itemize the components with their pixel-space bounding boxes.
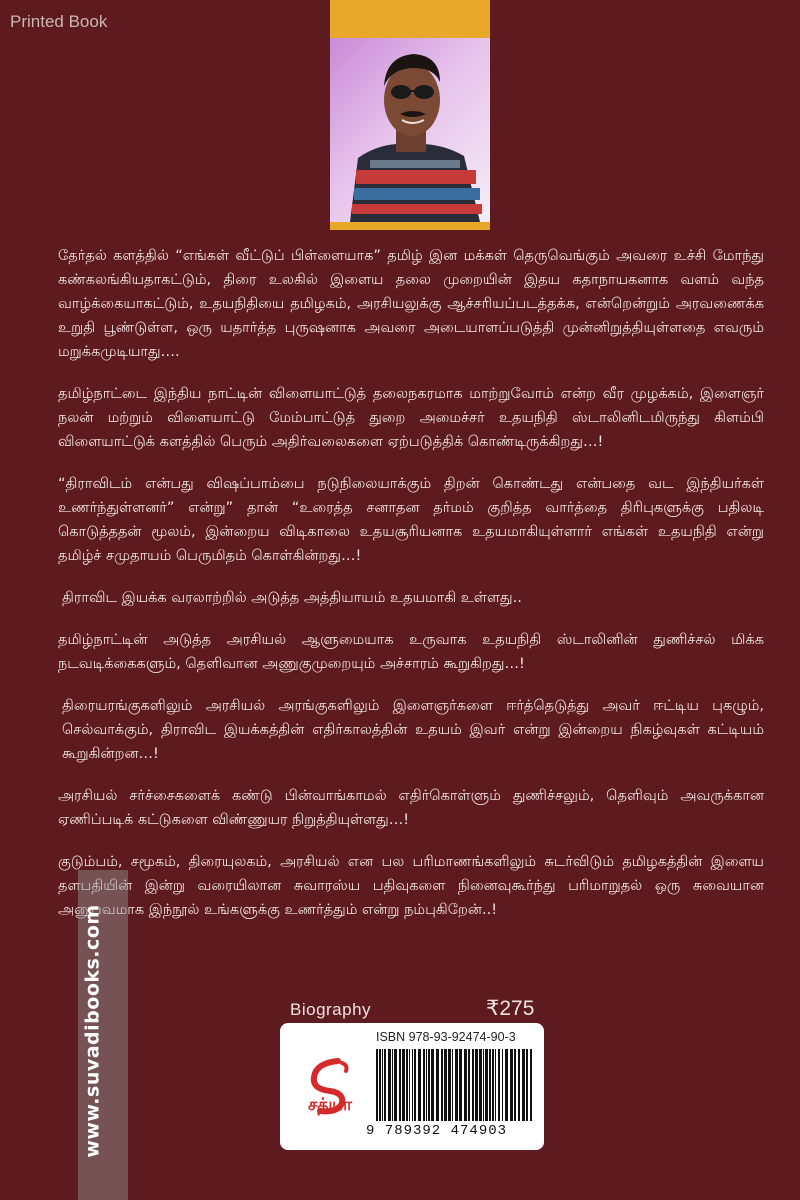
paragraph: தமிழ்நாட்டை இந்திய நாட்டின் விளையாட்டுத் தலைநகரமாக மாற்றுவோம் என்ற வீர முழக்கம், இளைஞர் நலன் மற்றும் விளையாட்டு மேம்பாட்டுத் துறை அமைச்சர் உதயநிதி ஸ்டாலினிடமிருந்து கிளம்பி விளையாட்டுக் களத்தில் பெரும் அதிர்வலைகளை ஏற்படுத்திக் கொண்டிருக்கிறது…! xyxy=(58,386,764,450)
publisher-logo-icon xyxy=(292,1055,372,1133)
paragraph: தேர்தல் களத்தில் “எங்கள் வீட்டுப் பிள்ளையாக” தமிழ் இன மக்கள் தெருவெங்கும் அவரை உச்சி மோந்து கண்கலங்கியதாகட்டும், திரை உலகில் இளைய தலை முறையின் இதய கதாநாயகனாக வளம் வந்த வாழ்க்கையாகட்டும், உதயநிதியை தமிழகம், அரசியலுக்கு ஆச்சரியப்படத்தக்க, என்றென்றும் அரவணைக்க உறுதி பூண்டுள்ள, ஒரு யதார்த்த புருஷனாக அவரை அடையாளப்படுத்தி முன்னிறுத்தியுள்ளதை எவரும் மறுக்கமுடியாது…. xyxy=(58,248,764,360)
barcode-panel xyxy=(280,1023,544,1150)
paragraph: “திராவிடம் என்பது விஷப்பாம்பை நடுநிலையாக்கும் திறன் கொண்டது என்பதை வட இந்தியர்கள் உணர்ந்துள்ளனர்” என்று” தான் “உரைத்த சனாதன தர்மம் குறித்த வார்த்தை திரிபுகளுக்கு பதிலடி கொடுத்ததன் மூலம், இன்றைய விடிகாலை உதயசூரியனாக உதயமாகியுள்ளார் எங்கள் உதயநிதி என்று தமிழ்ச் சமுதாயம் பெருமிதம் கொள்கின்றது…! xyxy=(58,476,764,564)
paragraph: தமிழ்நாட்டின் அடுத்த அரசியல் ஆளுமையாக உருவாக உதயநிதி ஸ்டாலினின் துணிச்சல் மிக்க நடவடிக்கைகளும், தெளிவான அணுகுமுறையும் அச்சாரம் கூறுகிறது…! xyxy=(58,632,764,672)
blurb-text xyxy=(58,244,764,940)
watermark-text: www.suvadibooks.com xyxy=(81,904,104,1158)
publisher-name: சத்யா xyxy=(308,1095,352,1115)
watermark xyxy=(78,870,128,1200)
printed-book-label: Printed Book xyxy=(10,12,108,31)
paragraph: குடும்பம், சமூகம், திரையுலகம், அரசியல் என பல பரிமாணங்களிலும் சுடர்விடும் தமிழகத்தின் இளைய தளபதியின் இன்று வரையிலான சுவாரஸ்ய பதிவுகளை நினைவுகூர்ந்து பரிமாறுதல் ஒரு சுவையான அனுபவமாக இந்நூல் உங்களுக்கு உணர்த்தும் என்று நம்புகிறேன்..! xyxy=(58,854,764,918)
barcode-icon xyxy=(376,1049,534,1123)
isbn-digits: 9 789392 474903 xyxy=(366,1123,508,1139)
paragraph: திராவிட இயக்க வரலாற்றில் அடுத்த அத்தியாயம் உதயமாகி உள்ளது.. xyxy=(62,590,522,606)
genre-label: Biography xyxy=(290,1000,372,1019)
author-portrait xyxy=(330,38,490,222)
paragraph: அரசியல் சர்ச்சைகளைக் கண்டு பின்வாங்காமல் எதிர்கொள்ளும் துணிச்சலும், தெளிவும் அவருக்கான ஏணிப்படிக் கட்டுகளை விண்ணுயர நிறுத்தியுள்ளது…! xyxy=(58,788,764,828)
price-label: ₹275 xyxy=(486,997,535,1020)
paragraph: திரையரங்குகளிலும் அரசியல் அரங்குகளிலும் இளைஞர்களை ஈர்த்தெடுத்து அவர் ஈட்டிய புகழும், செல்வாக்கும், திராவிட இயக்கத்தின் எதிர்காலத்தின் உதயம் இவர் என்று இன்றைய நிகழ்வுகள் கட்டியம் கூறுகின்றன…! xyxy=(62,698,764,762)
author-photo xyxy=(330,0,490,230)
isbn-label: ISBN 978-93-92474-90-3 xyxy=(376,1030,516,1044)
